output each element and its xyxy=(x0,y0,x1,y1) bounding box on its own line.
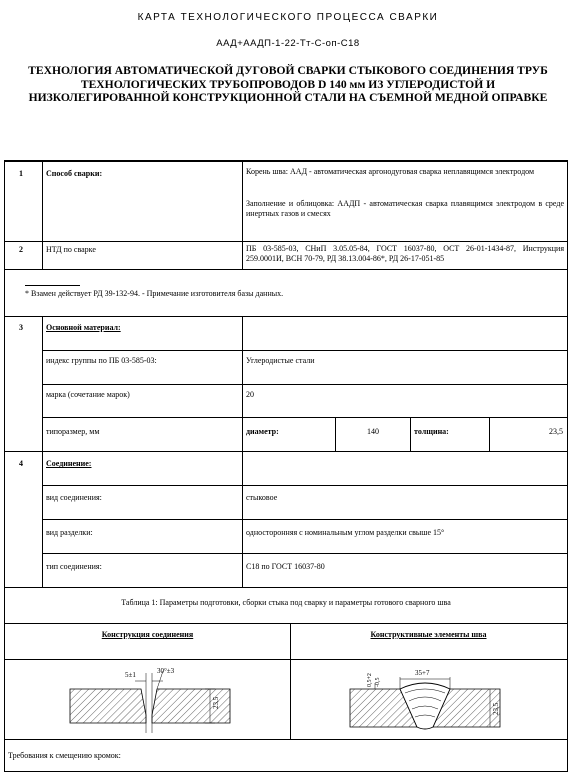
weld-elements-header: Конструктивные элементы шва xyxy=(370,630,487,639)
welding-fill: Заполнение и облицовка: ААДП - автоматическая сварка плавящимся электродом в среде инертных газов и смесях xyxy=(246,199,564,218)
card-title: КАРТА ТЕХНОЛОГИЧЕСКОГО ПРОЦЕССА СВАРКИ xyxy=(137,12,439,23)
row-3-label: Основной материал: xyxy=(46,323,121,332)
welding-standards: ПБ 03-585-03, СНиП 3.05.05-84, ГОСТ 16037-80, ОСТ 26-01-1434-87, Инструкция 259.0001И, ВСН 70-79, РД 38.13.004-86*, РД 26-17-051-85 xyxy=(246,244,564,263)
group-index-label: индекс группы по ПБ 03-585-03: xyxy=(46,356,157,365)
size-label: типоразмер, мм xyxy=(46,427,100,436)
reinforcement-dimension: 0,5+2 xyxy=(367,673,373,687)
row-1-number: 1 xyxy=(19,169,23,178)
right-thickness-dimension: 23,5 xyxy=(492,702,500,715)
table-caption: Таблица 1: Параметры подготовки, сборки стыка под сварку и параметры готового сварного шва xyxy=(121,598,451,607)
diameter-value: 140 xyxy=(367,427,379,436)
groove-value: односторонняя с номинальным углом разделки свыше 15° xyxy=(246,528,445,537)
displacement-requirement: Требования к смещению кромок: xyxy=(8,751,121,760)
row-4-label: Соединение: xyxy=(46,459,92,468)
row-1-label: Способ сварки: xyxy=(46,169,103,178)
process-table xyxy=(4,160,568,772)
gap-dimension: 5±1 xyxy=(125,671,136,679)
diameter-label: диаметр: xyxy=(246,427,279,436)
weld-width-dimension: 35+7 xyxy=(415,669,430,677)
card-code: ААД+ААДП-1-22-Тт-С-оп-С18 xyxy=(216,38,360,49)
joint-type-label: вид соединения: xyxy=(46,493,102,502)
thickness-value: 23,5 xyxy=(549,427,563,436)
joint-code-value: С18 по ГОСТ 16037-80 xyxy=(246,562,325,571)
weld-elements-drawing xyxy=(345,663,515,737)
row-3-number: 3 xyxy=(19,323,23,332)
steel-grade-label: марка (сочетание марок) xyxy=(46,390,130,399)
reinforcement-dimension-lower: -0,5 xyxy=(375,677,381,687)
joint-type-value: стыковое xyxy=(246,493,278,502)
document-title: ТЕХНОЛОГИЯ АВТОМАТИЧЕСКОЙ ДУГОВОЙ СВАРКИ СТЫКОВОГО СОЕДИНЕНИЯ ТРУБ ТЕХНОЛОГИЧЕСКИХ ТРУБОПРОВОДОВ D 140 мм ИЗ УГЛЕРОДИСТОЙ И НИЗКОЛЕГИРОВАННОЙ КОНСТРУКЦИОННОЙ СТАЛИ НА СЪЕМНОЙ МЕДНОЙ ОПРАВКЕ xyxy=(28,64,548,104)
joint-design-header: Конструкция соединения xyxy=(101,630,194,639)
thickness-label: толщина: xyxy=(414,427,449,436)
angle-dimension: 30°±3 xyxy=(157,667,175,675)
group-index-value: Углеродистые стали xyxy=(246,356,315,365)
welding-root: Корень шва: ААД - автоматическая аргонодуговая сварка неплавящимся электродом xyxy=(246,167,535,176)
steel-grade-value: 20 xyxy=(246,390,254,399)
footnote: * Взамен действует РД 39-132-94. - Примечание изготовителя базы данных. xyxy=(25,289,284,298)
row-2-number: 2 xyxy=(19,245,23,254)
joint-code-label: тип соединения: xyxy=(46,562,102,571)
left-thickness-dimension: 23,5 xyxy=(212,696,220,709)
groove-label: вид разделки: xyxy=(46,528,93,537)
row-2-label: НТД по сварке xyxy=(46,245,96,254)
joint-design-drawing xyxy=(65,663,235,737)
row-4-number: 4 xyxy=(19,459,23,468)
